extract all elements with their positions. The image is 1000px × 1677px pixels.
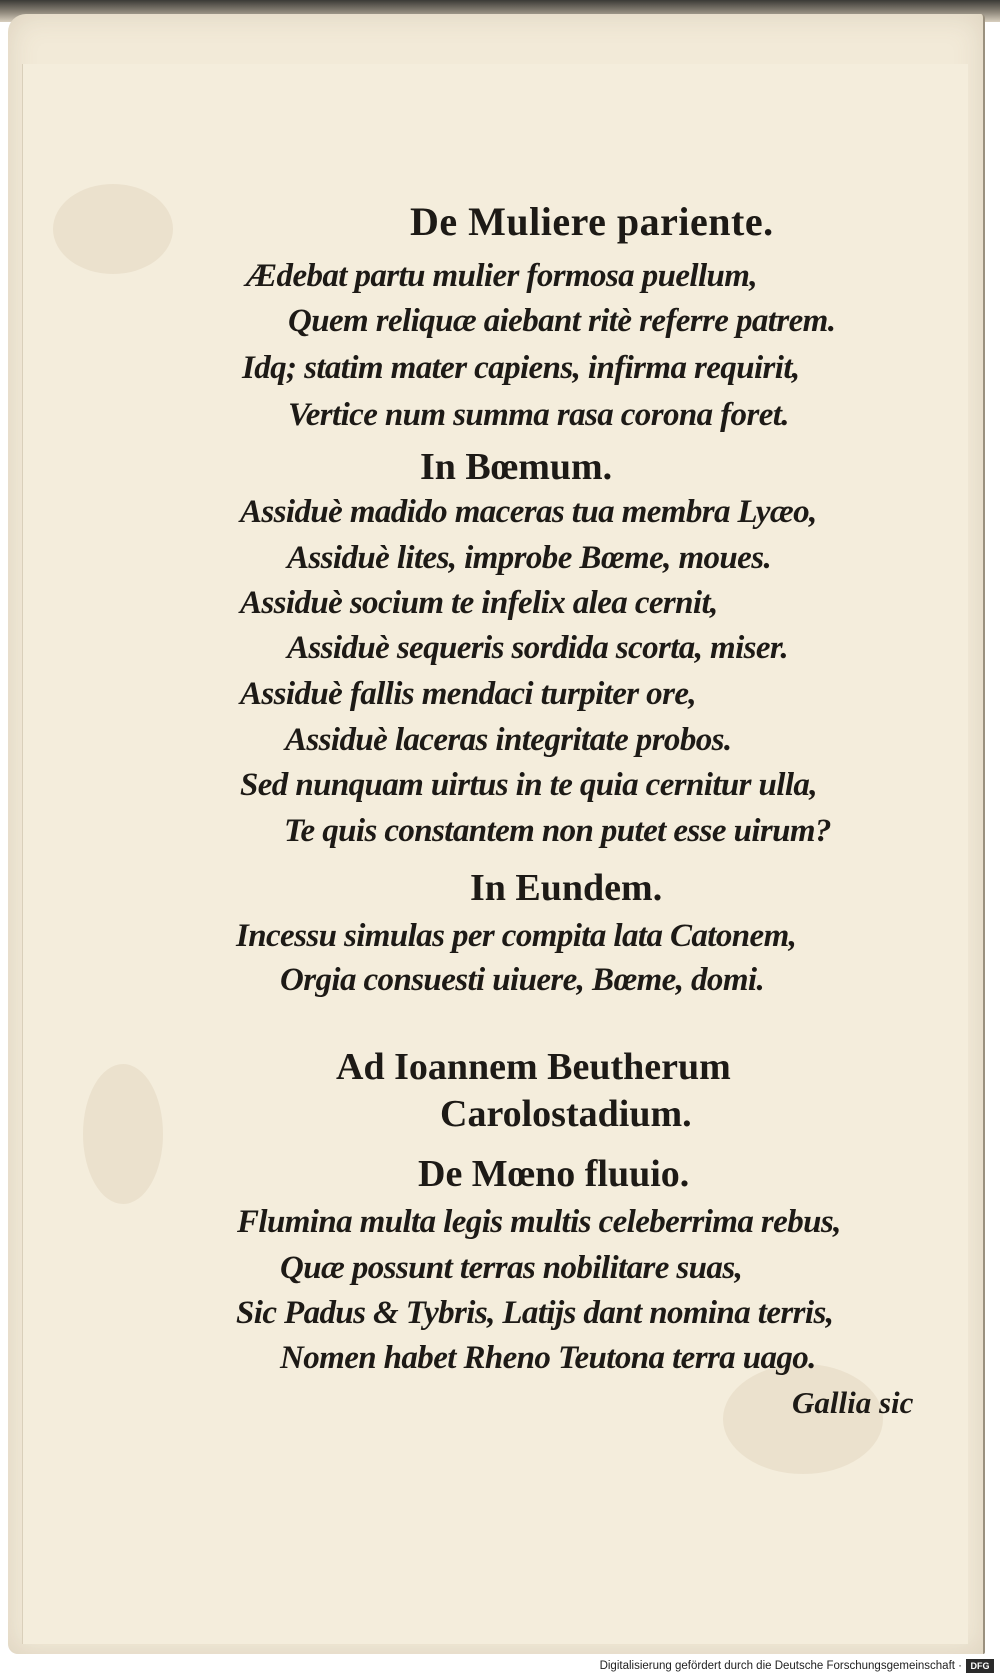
verse-line: Sic Padus & Tybris, Latijs dant nomina terris,: [236, 1295, 834, 1331]
poem-title: De Muliere pariente.: [410, 199, 774, 244]
poem-title: In Eundem.: [470, 867, 663, 909]
verse-line: Ædebat partu mulier formosa puellum,: [246, 258, 758, 294]
verse-line: Quem reliquæ aiebant ritè referre patrem.: [288, 303, 836, 339]
verse-line: Idq; statim mater capiens, infirma requirit,: [242, 350, 800, 386]
verse-line: Quæ possunt terras nobilitare suas,: [280, 1250, 743, 1286]
verse-line: Te quis constantem non putet esse uirum?: [284, 813, 831, 849]
verse-line: Assiduè lites, improbe Bœme, moues.: [287, 540, 772, 576]
catchword: Gallia sic: [792, 1385, 914, 1420]
dfg-logo: DFG: [966, 1659, 994, 1673]
verse-line: Vertice num summa rasa corona foret.: [288, 397, 789, 433]
verse-line: Assiduè socium te infelix alea cernit,: [240, 585, 718, 621]
verse-line: Assiduè laceras integritate probos.: [285, 722, 732, 758]
poem-title: In Bœmum.: [420, 446, 613, 488]
verse-line: Assiduè sequeris sordida scorta, miser.: [287, 630, 789, 666]
verse-line: Flumina multa legis multis celeberrima rebus,: [237, 1204, 841, 1240]
dedication-line: Carolostadium.: [440, 1093, 692, 1135]
verse-line: Sed nunquam uirtus in te quia cernitur ulla,: [240, 767, 817, 803]
verse-line: Assiduè fallis mendaci turpiter ore,: [240, 676, 697, 712]
verse-line: Incessu simulas per compita lata Catonem,: [236, 918, 797, 954]
digitization-credit: Digitalisierung gefördert durch die Deutsche Forschungsgemeinschaft ·: [599, 1660, 962, 1672]
verse-line: Orgia consuesti uiuere, Bœme, domi.: [280, 962, 765, 998]
verse-line: Nomen habet Rheno Teutona terra uago.: [280, 1340, 816, 1376]
verse-line: Assiduè madido maceras tua membra Lyæo,: [240, 494, 817, 530]
poem-title: De Mœno fluuio.: [418, 1153, 690, 1195]
dedication-line: Ad Ioannem Beutherum: [336, 1046, 731, 1088]
